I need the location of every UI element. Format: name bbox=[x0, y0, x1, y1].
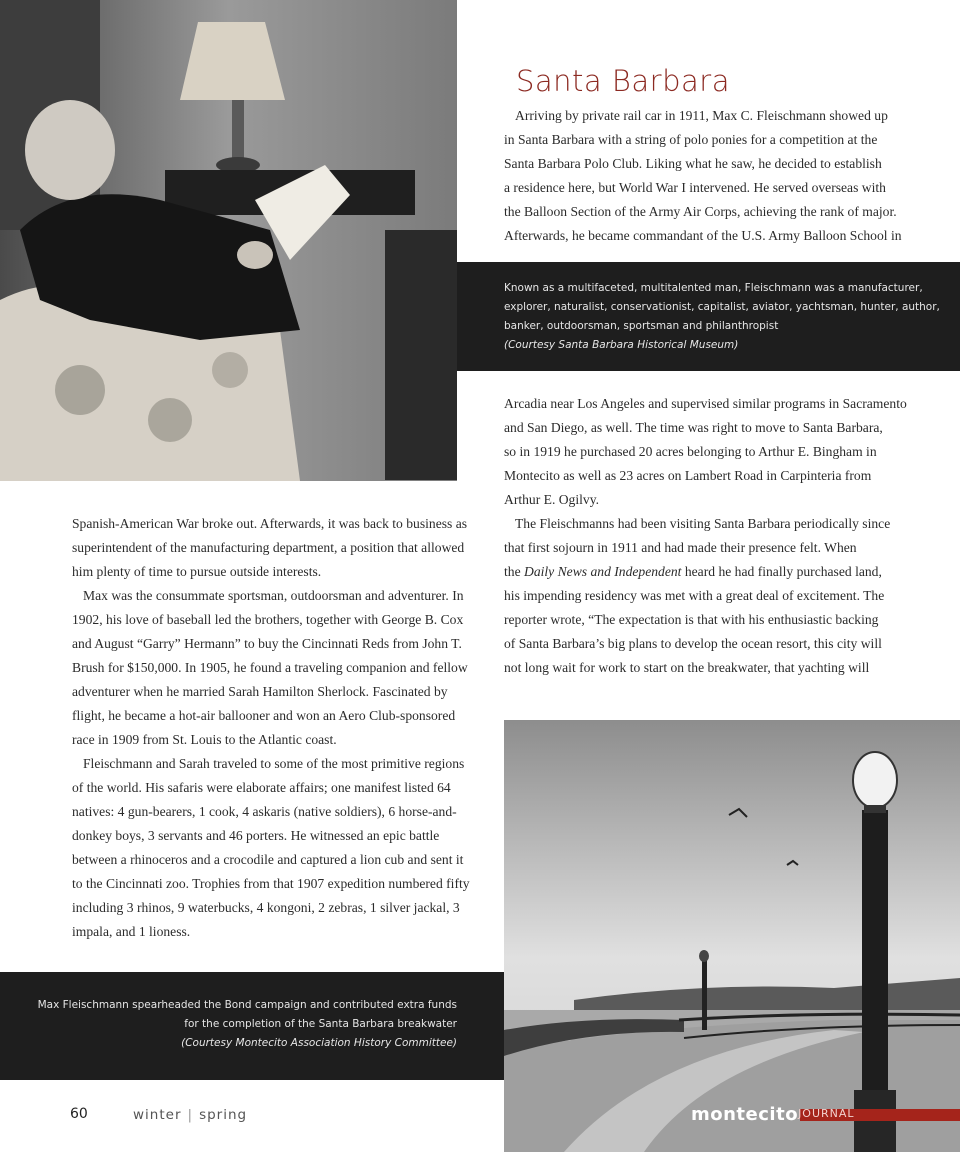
article-column-right-mid bbox=[504, 392, 924, 680]
caption-line: banker, outdoorsman, sportsman and philanthropist bbox=[504, 320, 779, 332]
text-line: Arthur E. Ogilvy. bbox=[504, 492, 600, 507]
text-line: Arriving by private rail car in 1911, Max C. Fleischmann showed up bbox=[515, 108, 888, 123]
page-title: Santa Barbara bbox=[516, 64, 730, 98]
text-line: that first sojourn in 1911 and had made their presence felt. When bbox=[504, 540, 857, 555]
text-line: and San Diego, as well. The time was right to move to Santa Barbara, bbox=[504, 420, 883, 435]
photo-caption-bottom bbox=[0, 972, 504, 1080]
publication-name: Daily News and Independent bbox=[524, 564, 682, 579]
issue-season: spring bbox=[199, 1107, 248, 1123]
photo-fleischmann-reading bbox=[0, 0, 457, 481]
text-line: Montecito as well as 23 acres on Lambert Road in Carpinteria from bbox=[504, 468, 872, 483]
photo-credit: (Courtesy Santa Barbara Historical Museum) bbox=[504, 339, 739, 351]
text-line: Spanish-American War broke out. Afterwards, it was back to business as bbox=[72, 516, 468, 531]
text-line: reporter wrote, “The expectation is that with his enthusiastic backing bbox=[504, 612, 879, 627]
photo-caption-top bbox=[457, 262, 960, 371]
masthead-sub: JOURNAL bbox=[798, 1107, 855, 1120]
photo-breakwater bbox=[504, 720, 960, 1152]
text-line: Brush for $150,000. In 1905, he found a traveling companion and fellow bbox=[72, 660, 468, 675]
page-number: 60 bbox=[70, 1106, 88, 1122]
masthead-logo bbox=[691, 1104, 855, 1125]
text-line: his impending residency was met with a great deal of excitement. The bbox=[504, 588, 885, 603]
text-line: of the world. His safaris were elaborate affairs; one manifest listed 64 bbox=[72, 780, 451, 795]
text-line: 1902, his love of baseball led the brothers, together with George B. Cox bbox=[72, 612, 464, 627]
text-line: to the Cincinnati zoo. Trophies from that 1907 expedition numbered fifty bbox=[72, 876, 470, 891]
text-line: superintendent of the manufacturing department, a position that allowed bbox=[72, 540, 465, 555]
text-line: impala, and 1 lioness. bbox=[72, 924, 191, 939]
photo-credit: (Courtesy Montecito Association History Committee) bbox=[181, 1037, 457, 1049]
text-line: Max was the consummate sportsman, outdoorsman and adventurer. In bbox=[83, 588, 464, 603]
text-line: him plenty of time to pursue outside interests. bbox=[72, 564, 322, 579]
text-line: natives: 4 gun-bearers, 1 cook, 4 askaris (native soldiers), 6 horse-and- bbox=[72, 804, 457, 819]
text-line: The Fleischmanns had been visiting Santa Barbara periodically since bbox=[515, 516, 891, 531]
text-line: a residence here, but World War I intervened. He served overseas with bbox=[504, 180, 886, 195]
text-line: Fleischmann and Sarah traveled to some of the most primitive regions bbox=[83, 756, 465, 771]
article-column-right-top bbox=[504, 104, 924, 248]
issue-separator: | bbox=[187, 1107, 194, 1123]
text-line: adventurer when he married Sarah Hamilton Sherlock. Fascinated by bbox=[72, 684, 448, 699]
text-line: in Santa Barbara with a string of polo ponies for a competition at the bbox=[504, 132, 878, 147]
text-line: the Balloon Section of the Army Air Corps, achieving the rank of major. bbox=[504, 204, 897, 219]
text-line: Arcadia near Los Angeles and supervised similar programs in Sacramento bbox=[504, 396, 907, 411]
text-line bbox=[504, 560, 924, 584]
text-line: donkey boys, 3 servants and 46 porters. He witnessed an epic battle bbox=[72, 828, 440, 843]
article-column-left bbox=[72, 512, 472, 944]
masthead-name: montecito bbox=[691, 1104, 799, 1125]
caption-line: Max Fleischmann spearheaded the Bond campaign and contributed extra funds bbox=[37, 999, 457, 1011]
text-line: flight, he became a hot-air ballooner and won an Aero Club-sponsored bbox=[72, 708, 456, 723]
text-line: and August “Garry” Hermann” to buy the Cincinnati Reds from John T. bbox=[72, 636, 462, 651]
text-line: not long wait for work to start on the breakwater, that yachting will bbox=[504, 660, 870, 675]
text-line: between a rhinoceros and a crocodile and captured a lion cub and sent it bbox=[72, 852, 464, 867]
photo-fleischmann-reading-image bbox=[0, 0, 457, 481]
text-line: including 3 rhinos, 9 waterbucks, 4 kongoni, 2 zebras, 1 silver jackal, 3 bbox=[72, 900, 460, 915]
text-span: the bbox=[504, 564, 525, 579]
text-line: Santa Barbara Polo Club. Liking what he saw, he decided to establish bbox=[504, 156, 882, 171]
issue-label bbox=[133, 1107, 247, 1123]
caption-line: explorer, naturalist, conservationist, capitalist, aviator, yachtsman, hunter, author, bbox=[504, 301, 940, 313]
text-line: of Santa Barbara’s big plans to develop the ocean resort, this city will bbox=[504, 636, 882, 651]
caption-line: Known as a multifaceted, multitalented man, Fleischmann was a manufacturer, bbox=[504, 282, 923, 294]
text-line: Afterwards, he became commandant of the U.S. Army Balloon School in bbox=[504, 228, 902, 243]
text-span: heard he had finally purchased land, bbox=[681, 564, 882, 579]
caption-line: for the completion of the Santa Barbara breakwater bbox=[184, 1018, 457, 1030]
issue-season: winter bbox=[133, 1107, 182, 1123]
text-line: so in 1919 he purchased 20 acres belonging to Arthur E. Bingham in bbox=[504, 444, 877, 459]
text-line: race in 1909 from St. Louis to the Atlantic coast. bbox=[72, 732, 337, 747]
photo-breakwater-image bbox=[504, 720, 960, 1152]
